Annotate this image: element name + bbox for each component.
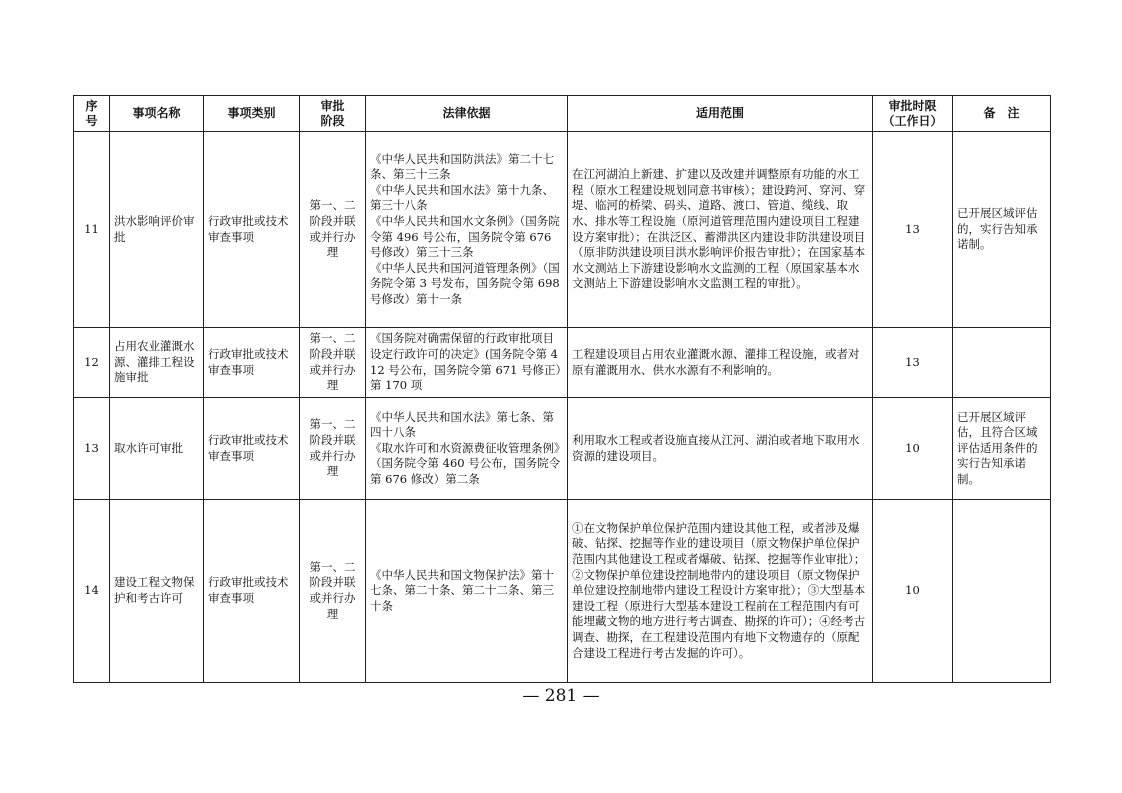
table-row [74,132,1051,328]
row-time: 10 [873,398,953,500]
header-law: 法律依据 [366,96,568,132]
row-stage: 第一、二阶段并联或并行办理 [300,500,366,683]
row-time: 10 [873,500,953,683]
row-type: 行政审批或技术审查事项 [204,328,300,398]
row-type: 行政审批或技术审查事项 [204,500,300,683]
header-name: 事项名称 [110,96,204,132]
header-scope: 适用范围 [568,96,873,132]
row-law: 《中华人民共和国防洪法》第二十七条、第三十三条 《中华人民共和国水法》第十九条、第三十八条 《中华人民共和国水文条例》（国务院令第 496 号公布，国务院令第 676 号修改）第三十三条 《中华人民共和国河道管理条例》（国务院令第 3 号发布，国务院令第 698 号修改）第十一条 [366,132,568,328]
row-time: 13 [873,132,953,328]
header-no: 序 号 [74,96,110,132]
row-type: 行政审批或技术审查事项 [204,132,300,328]
row-note: 已开展区域评估，且符合区域评估适用条件的实行告知承诺制。 [953,398,1051,500]
row-law: 《国务院对确需保留的行政审批项目设定行政许可的决定》(国务院令第 412 号公布，国务院令第 671 号修正）第 170 项 [366,328,568,398]
row-scope: 利用取水工程或者设施直接从江河、湖泊或者地下取用水资源的建设项目。 [568,398,873,500]
row-no: 14 [74,500,110,683]
row-stage: 第一、二阶段并联或并行办理 [300,132,366,328]
table-row [74,500,1051,683]
header-time: 审批时限 （工作日） [873,96,953,132]
row-note [953,328,1051,398]
row-name: 占用农业灌溉水源、灌排工程设施审批 [110,328,204,398]
row-note [953,500,1051,683]
row-time: 13 [873,328,953,398]
approval-items-table [73,95,1051,683]
row-no: 11 [74,132,110,328]
row-no: 13 [74,398,110,500]
header-note: 备 注 [953,96,1051,132]
header-stage: 审批 阶段 [300,96,366,132]
row-stage: 第一、二阶段并联或并行办理 [300,328,366,398]
row-stage: 第一、二阶段并联或并行办理 [300,398,366,500]
row-name: 建设工程文物保护和考古许可 [110,500,204,683]
row-scope: 在江河湖泊上新建、扩建以及改建并调整原有功能的水工程（原水工程建设规划同意书审核）；建设跨河、穿河、穿堤、临河的桥梁、码头、道路、渡口、管道、缆线、取水、排水等工程设施（原河道管理范围内建设项目工程建设方案审批）；在洪泛区、蓄滞洪区内建设非防洪建设项目（原非防洪建设项目洪水影响评价报告审批）；在国家基本水文测站上下游建设影响水文监测的工程（原国家基本水文测站上下游建设影响水文监测工程的审批）。 [568,132,873,328]
table-row [74,398,1051,500]
row-law: 《中华人民共和国水法》第七条、第四十八条 《取水许可和水资源费征收管理条例》（国务院令第 460 号公布，国务院令第 676 修改）第二条 [366,398,568,500]
row-name: 取水许可审批 [110,398,204,500]
page-number: — 281 — [522,686,600,706]
table-row [74,328,1051,398]
row-law: 《中华人民共和国文物保护法》第十七条、第二十条、第二十二条、第三十条 [366,500,568,683]
row-name: 洪水影响评价审批 [110,132,204,328]
row-scope: 工程建设项目占用农业灌溉水源、灌排工程设施，或者对原有灌溉用水、供水水源有不利影响的。 [568,328,873,398]
header-row [74,96,1051,132]
row-scope: ①在文物保护单位保护范围内建设其他工程，或者涉及爆破、钻探、挖掘等作业的建设项目（原文物保护单位保护范围内其他建设工程或者爆破、钻探、挖掘等作业审批）；②文物保护单位建设控制地带内的建设项目（原文物保护单位建设控制地带内建设工程设计方案审批）；③大型基本建设工程（原进行大型基本建设工程前在工程范围内有可能埋藏文物的地方进行考古调查、勘探的许可）；④经考古调查、勘探，在工程建设范围内有地下文物遗存的（原配合建设工程进行考古发掘的许可）。 [568,500,873,683]
row-note: 已开展区域评估的，实行告知承诺制。 [953,132,1051,328]
header-type: 事项类别 [204,96,300,132]
row-no: 12 [74,328,110,398]
row-type: 行政审批或技术审查事项 [204,398,300,500]
